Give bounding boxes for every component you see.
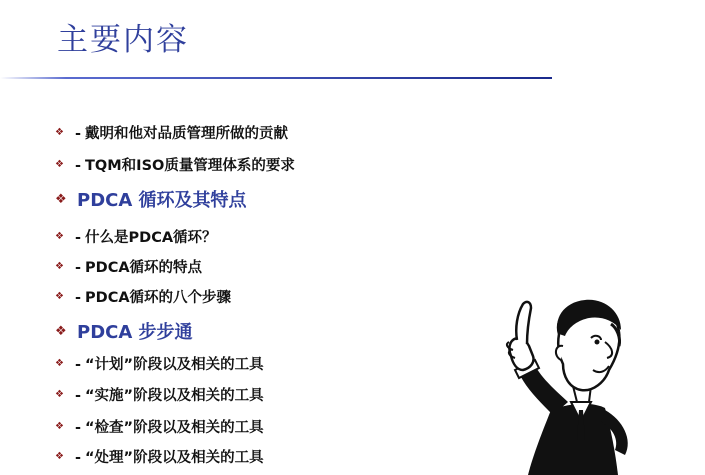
diamond-bullet-icon: ❖ (55, 389, 64, 400)
diamond-bullet-icon: ❖ (55, 451, 64, 462)
list-item: ❖ - “计划”阶段以及相关的工具 (55, 357, 264, 373)
pointing-man-illustration (493, 290, 653, 475)
list-item-text: “处理”阶段以及相关的工具 (85, 450, 264, 466)
title-divider (0, 77, 552, 79)
list-item-text: PDCA循环的特点 (85, 260, 203, 276)
list-item: ❖ - PDCA循环的特点 (55, 260, 203, 276)
diamond-bullet-icon: ❖ (55, 358, 64, 369)
diamond-bullet-icon: ❖ (55, 159, 64, 170)
list-item-text: PDCA循环的八个步骤 (85, 290, 232, 306)
diamond-bullet-icon: ❖ (55, 127, 64, 138)
list-item: ❖ - TQM和ISO质量管理体系的要求 (55, 158, 295, 174)
list-item-text: “计划”阶段以及相关的工具 (85, 357, 264, 373)
page-title: 主要内容 (57, 22, 189, 58)
list-item-text: TQM和ISO质量管理体系的要求 (85, 158, 295, 174)
list-item-text: 什么是PDCA循环？ (85, 230, 217, 246)
list-item: ❖ - “检查”阶段以及相关的工具 (55, 420, 264, 436)
diamond-bullet-icon: ❖ (55, 231, 64, 242)
section-heading-text: PDCA 循环及其特点 (77, 190, 247, 211)
list-item: ❖ - 什么是PDCA循环？ (55, 230, 217, 246)
list-item: ❖ - PDCA循环的八个步骤 (55, 290, 232, 306)
diamond-bullet-icon: ❖ (55, 261, 64, 272)
diamond-bullet-icon: ❖ (55, 421, 64, 432)
list-item-text: “检查”阶段以及相关的工具 (85, 420, 264, 436)
list-item: ❖ - 戴明和他对品质管理所做的贡献 (55, 126, 289, 142)
diamond-bullet-icon: ❖ (55, 323, 67, 339)
list-item-text: 戴明和他对品质管理所做的贡献 (85, 126, 289, 142)
list-item: ❖ - “实施”阶段以及相关的工具 (55, 388, 264, 404)
diamond-bullet-icon: ❖ (55, 191, 67, 207)
list-item-text: “实施”阶段以及相关的工具 (85, 388, 264, 404)
section-heading (55, 186, 247, 212)
diamond-bullet-icon: ❖ (55, 291, 64, 302)
section-heading (55, 318, 193, 344)
section-heading-text: PDCA 步步通 (77, 322, 193, 343)
list-item: ❖ - “处理”阶段以及相关的工具 (55, 450, 264, 466)
